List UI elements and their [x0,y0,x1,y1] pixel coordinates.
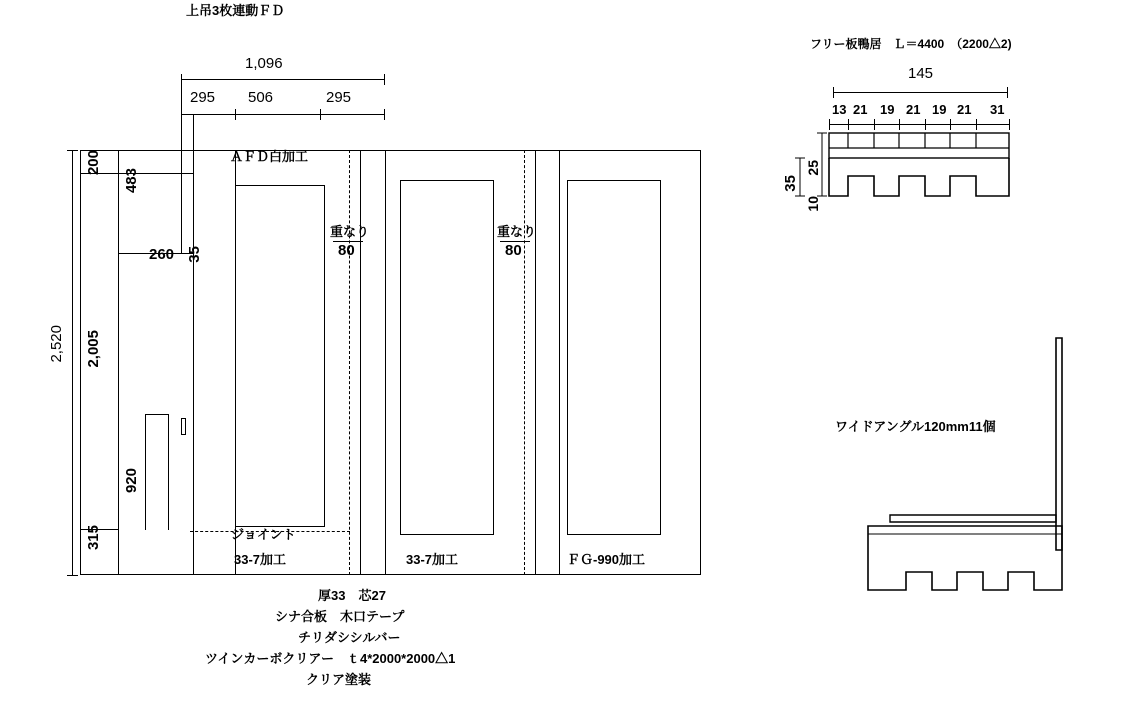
page-title: 上吊3枚連動ＦＤ [186,3,285,18]
riser-top [181,114,194,115]
dim-920: 920 [123,468,140,494]
kamoi-tickmark-2 [874,119,875,130]
kamoi-dim-35: 35 [782,175,799,192]
wide-angle-section [780,260,1140,660]
dim-315: 315 [85,525,102,551]
overlap-dash-2 [524,150,525,575]
frame-line-7 [559,150,560,575]
kamoi-dim-line-145 [833,92,1008,93]
dim-seg-506: 506 [248,89,274,106]
kamoi-tick-21b: 21 [906,102,921,117]
kamoi-dim-145: 145 [908,65,934,82]
kamoi-dim-25: 25 [805,160,821,176]
kamoi-tick-145-r [1007,87,1008,98]
dim-200: 200 [85,150,102,176]
frame-line-4 [360,150,361,575]
panel-2 [400,180,494,535]
overlap-dash-1 [349,150,350,575]
note-2: シナ合板 木口テープ [275,609,405,624]
kamoi-tickmark-0 [829,119,830,130]
wide-angle-profile-svg [780,260,1140,660]
kamoi-tickmark-5 [950,119,951,130]
frame-line-2 [193,150,194,575]
note-4: ツインカーボクリアー ｔ4*2000*2000△1 [205,651,456,666]
label-overlap-2: 重なり [497,224,537,239]
kamoi-tick-19b: 19 [932,102,947,117]
kamoi-dim-10: 10 [805,196,821,212]
dim-tick-seg-4 [384,109,385,120]
label-panel-2: 33-7加工 [406,552,459,567]
kamoi-tick-21c: 21 [957,102,972,117]
note-3: チリダシシルバー [298,630,401,645]
dim-tick-1096-right [384,74,385,85]
kamoi-tickmark-1 [848,119,849,130]
kamoi-heading: フリー板鴨居 Ｌ＝4400 （2200△2) [810,37,1012,51]
kamoi-tickmark-3 [899,119,900,130]
label-panel-1: 33-7加工 [234,552,287,567]
dim-seg-295-left: 295 [190,89,216,106]
dim-overall-height: 2,520 [48,325,65,363]
dim-2005: 2,005 [85,330,102,368]
riser-inner-edge [193,114,194,150]
value-overlap-2: 80 [505,242,522,259]
value-overlap-1: 80 [338,242,355,259]
step-left [145,414,146,530]
kamoi-tickline [829,124,1009,125]
free-board-kamoi-section [780,0,1140,260]
dim-35: 35 [186,246,203,263]
dim-tick-seg-2 [235,109,236,120]
overlap-1-dimline [333,241,363,242]
panel-1 [235,185,325,527]
dim-tick-seg-3 [320,109,321,120]
kamoi-tick-21a: 21 [853,102,868,117]
step-right [168,414,169,530]
kamoi-tickmark-4 [925,119,926,130]
kamoi-tick-145-l [833,87,834,98]
note-1: 厚33 芯27 [318,588,386,603]
dim-260: 260 [149,246,175,263]
kamoi-tick-19a: 19 [880,102,895,117]
overlap-2-dimline [500,241,530,242]
kamoi-tickmark-7 [1009,119,1010,130]
dim-483: 483 [123,168,140,194]
kamoi-tick-13: 13 [832,102,847,117]
wide-angle-label: ワイドアングル120mm11個 [835,419,996,434]
dim-line-segments [181,114,385,115]
label-overlap-1: 重なり [330,224,370,239]
label-afd-white: ＡＦＤ白加工 [230,149,309,164]
riser-vert-260 [181,150,182,253]
note-5: クリア塗装 [306,672,372,687]
dim-line-1096 [181,79,385,80]
panel-3 [567,180,661,535]
kamoi-tick-31: 31 [990,102,1005,117]
kamoi-tickmark-6 [976,119,977,130]
label-panel-3: ＦＧ-990加工 [567,552,646,567]
dim-line-2520 [72,150,73,575]
dim-tick-2520-top [67,150,78,151]
step-top [145,414,168,415]
frame-line-6 [535,150,536,575]
dim-seg-295-right: 295 [326,89,352,106]
label-joint: ジョイント [231,527,296,542]
frame-line-1 [118,150,119,575]
frame-line-5 [385,150,386,575]
dim-tick-2520-bot [67,575,78,576]
dim-overall-width: 1,096 [245,55,283,72]
handle-detail [181,418,186,435]
